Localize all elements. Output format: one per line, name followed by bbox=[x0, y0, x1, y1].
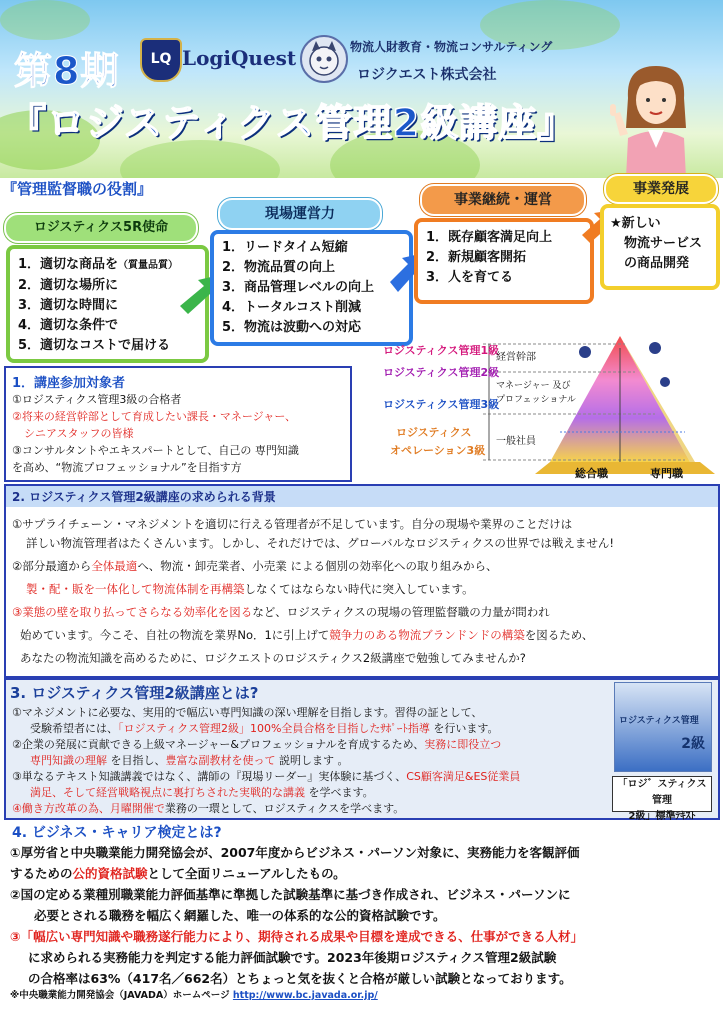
section3-line: ④働き方改革の為、月曜開催で業務の一環として、ロジスティクスを学べます。 bbox=[12, 802, 405, 815]
section1-line: シニアスタッフの皆様 bbox=[24, 427, 134, 440]
section2-line: 製・配・販を一体化して物流体制を再構築しなくてはならない時代に突入しています。 bbox=[26, 582, 474, 596]
stage4-item: ★新しい bbox=[610, 216, 661, 231]
javada-link[interactable]: http://www.bc.javada.or.jp/ bbox=[232, 990, 378, 1001]
page-title: 『ロジスティクス管理2級講座』 bbox=[8, 101, 577, 145]
stage1-item: 3．適切な時間に bbox=[18, 298, 119, 313]
textbook-cover: ロジスティクス管理 2級 bbox=[614, 682, 712, 772]
presenter-illustration bbox=[606, 58, 706, 178]
roles-label: 『管理監督職の役割』 bbox=[2, 180, 153, 198]
stage1-item: 5．適切なコストで届ける bbox=[18, 338, 171, 353]
pyramid-bottom-label: 総合職 bbox=[575, 467, 608, 480]
section3-line: ①マネジメントに必要な、実用的で幅広い専門知識の深い理解を目指します。習得の証として、 bbox=[12, 706, 483, 719]
section2-line: あなたの物流知識を高めるために、ロジクエストのロジスティクス2級講座で勉強してみませんか? bbox=[20, 651, 526, 665]
pyramid-role: 一般社員 bbox=[496, 436, 536, 447]
stage3-item: 1．既存顧客満足向上 bbox=[426, 230, 553, 245]
section1-line: ②将来の経営幹部として育成したい課長・マネージャー、 bbox=[12, 410, 296, 423]
stage1-item: 2．適切な場所に bbox=[18, 278, 119, 293]
pyramid-role: プロフェッショナル bbox=[496, 395, 576, 405]
stage3-item: 3．人を育てる bbox=[426, 270, 514, 285]
stage2-item: 1．リードタイム短縮 bbox=[222, 240, 348, 255]
stage3-box bbox=[414, 218, 594, 304]
stage4-item: 物流サービス bbox=[624, 236, 703, 251]
footnote: ※中央職業能力開発協会（JAVADA）ホームページ http://www.bc.javada.or.jp/ bbox=[10, 990, 378, 1001]
logo-name: LogiQuest bbox=[182, 46, 297, 70]
stage4-item: の商品開発 bbox=[624, 256, 690, 271]
tagline: 物流人財教育・物流コンサルティング bbox=[350, 40, 553, 54]
section1-box bbox=[4, 366, 352, 482]
section4-line: ①厚労省と中央職業能力開発協会が、2007年度からビジネス・パーソン対象に、実務能力を客観評価 bbox=[10, 845, 580, 860]
section3-line: 受験希望者には、「ロジスティクス管理2級」100%全員合格を目指したｻﾎﾟｰﾄ指導 を行います。 bbox=[30, 722, 499, 735]
textbook-caption: 「ロジ゛スティクス管理 2級」標準ﾃｷｽﾄ bbox=[612, 776, 712, 812]
section2-line: ①サプライチェーン・マネジメントを適切に行える管理者が不足しています。自分の現場や業界のことだけは bbox=[12, 517, 573, 531]
section2-line: 始めています。今こそ、自社の物流を業界No．1に引上げて競争力のある物流ブランドンドの構築を図るため、 bbox=[20, 628, 594, 642]
pyramid-level: オペレーション3級 bbox=[390, 444, 486, 457]
stage1-item: 4．適切な条件で bbox=[18, 318, 119, 333]
section2-line: 詳しい物流管理者はたくさんいます。しかし、それだけでは、グローバルなロジスティクスの世界では戦えません! bbox=[26, 536, 614, 550]
section4-line: の合格率は63%（417名／662名）とちょっと気を抜くと合格が厳しい試験となっております。 bbox=[28, 971, 572, 986]
section2-title: 2. ロジスティクス管理2級講座の求められる背景 bbox=[6, 486, 718, 507]
stage4-box bbox=[600, 204, 720, 290]
stage2-item: 5．物流は波動への対応 bbox=[222, 320, 362, 335]
section2-line: ②部分最適から全体最適へ、物流・卸売業者、小売業 による個別の効率化への取り組みから、 bbox=[12, 559, 498, 573]
section4-title: 4. ビジネス・キャリア検定とは? bbox=[12, 825, 222, 841]
pyramid-level: ロジスティクス bbox=[396, 426, 472, 439]
section3-line: ②企業の発展に貢献できる上級マネージャー&プロフェッショナルを育成するため、実務に即役立つ bbox=[12, 738, 502, 751]
section4-line: するための公的資格試験として全面リニューアルしたもの。 bbox=[10, 866, 346, 881]
stage2-item: 4．トータルコスト削減 bbox=[222, 300, 362, 315]
pyramid-bottom-label: 専門職 bbox=[650, 467, 683, 480]
stage3-title: 事業継続・運営 bbox=[420, 184, 586, 216]
section3-line: 満足、そして経営戦略視点に裏打ちされた実戦的な講義 を学べます。 bbox=[30, 786, 374, 799]
section4-line: 必要とされる職務を幅広く網羅した、唯一の体系的な公的資格試験です。 bbox=[34, 908, 446, 923]
section4-body bbox=[10, 842, 716, 1003]
mascot-icon bbox=[300, 35, 348, 83]
stage2-item: 3．商品管理レベルの向上 bbox=[222, 280, 375, 295]
stage3-item: 2．新規顧客開拓 bbox=[426, 250, 527, 265]
pyramid-role: マネージャー 及び bbox=[496, 381, 571, 391]
section1-line: を高め、“物流プロフェッショナル”を目指す方 bbox=[12, 461, 242, 474]
section3-title: 3. ロジスティクス管理2級講座とは? bbox=[10, 684, 259, 702]
section1-line: ③コンサルタントやエキスパートとして、自己の 専門知識 bbox=[12, 444, 299, 457]
section1-title: 1．講座参加対象者 bbox=[12, 376, 126, 391]
section3-line: ③単なるテキスト知識講義ではなく、講師の『現場リーダー』実体験に基づく、CS顧客満足&ES従業員 bbox=[12, 770, 521, 783]
pyramid-level: ロジスティクス管理1級 bbox=[383, 344, 500, 357]
section2-line: ③業態の壁を取り払ってさらなる効率化を図るなど、ロジスティクスの現場の管理監督職の力量が問われ bbox=[12, 605, 550, 619]
stage2-item: 2．物流品質の向上 bbox=[222, 260, 336, 275]
term-label: 第8期 bbox=[14, 49, 120, 93]
section3-line: 専門知識の理解 を目指し、豊富な副教材を使って 説明します 。 bbox=[30, 754, 349, 767]
pyramid-level: ロジスティクス管理2級 bbox=[383, 366, 500, 379]
section2-box bbox=[4, 484, 720, 678]
section4-line: に求められる実務能力を判定する能力評価試験です。2023年後期ロジスティクス管理2級試験 bbox=[28, 950, 557, 965]
stage1-title: ロジスティクス5R使命 bbox=[4, 213, 198, 243]
pyramid-role: 経営幹部 bbox=[496, 352, 536, 363]
stage2-title: 現場運営力 bbox=[218, 198, 382, 230]
stage4-title: 事業発展 bbox=[604, 174, 718, 204]
company-name: ロジクエスト株式会社 bbox=[357, 67, 497, 83]
pyramid-level: ロジスティクス管理3級 bbox=[383, 398, 500, 411]
section4-line: ②国の定める業種別職業能力評価基準に準拠した試験基準に基づき作成され、ビジネス・パーソンに bbox=[10, 887, 571, 902]
section4-line: ③「幅広い専門知識や職務遂行能力により、期待される成果や目標を達成できる、仕事ができる人材」 bbox=[10, 929, 584, 944]
section1-line: ①ロジスティクス管理3級の合格者 bbox=[12, 393, 182, 406]
stage1-item: 1．適切な商品を（質量品質） bbox=[18, 257, 179, 272]
logo-emblem: LQ bbox=[140, 38, 182, 82]
